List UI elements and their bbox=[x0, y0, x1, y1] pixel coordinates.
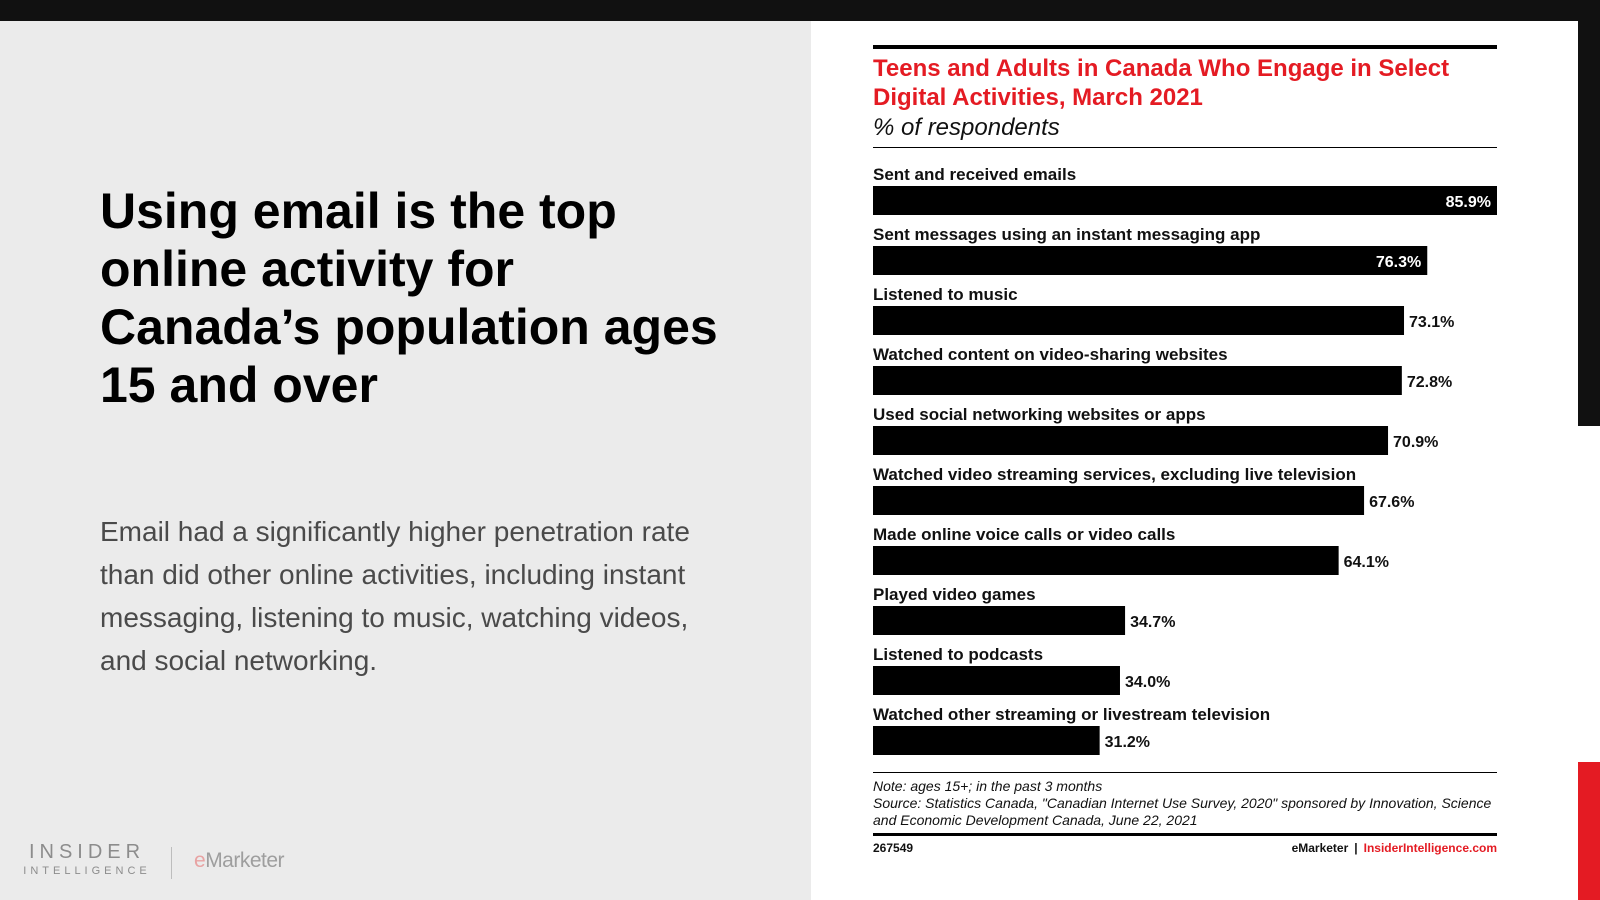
slide-body-text: Email had a significantly higher penetration rate than did other online activities, including instant messaging, listening to music, watching videos, and social networking. bbox=[100, 516, 690, 676]
insider-logo-line2: INTELLIGENCE bbox=[23, 865, 151, 877]
chart-id: 267549 bbox=[873, 841, 914, 855]
category-label: Played video games bbox=[873, 585, 1036, 604]
credit-url: InsiderIntelligence.com bbox=[1363, 841, 1497, 855]
category-label: Listened to podcasts bbox=[873, 645, 1044, 664]
category-label: Listened to music bbox=[873, 285, 1018, 304]
category-label: Watched other streaming or livestream television bbox=[873, 705, 1271, 724]
credit-brand: eMarketer bbox=[1291, 841, 1349, 855]
value-label: 31.2% bbox=[1104, 734, 1151, 751]
category-label: Used social networking websites or apps bbox=[873, 405, 1206, 424]
bar bbox=[873, 246, 1427, 275]
chart-source-text: Source: Statistics Canada, "Canadian Internet Use Survey, 2020" sponsored by Innovation, Science and Economic Development Canada, June 22, 2021 bbox=[873, 795, 1492, 828]
chart-note bbox=[873, 778, 1497, 829]
chart-credit bbox=[1292, 841, 1497, 855]
emarketer-logo-e: e bbox=[194, 849, 206, 872]
value-label: 34.0% bbox=[1124, 674, 1171, 691]
bar bbox=[873, 366, 1402, 395]
emarketer-logo-text: Marketer bbox=[205, 849, 285, 872]
bar bbox=[873, 426, 1388, 455]
value-label: 85.9% bbox=[1445, 194, 1491, 211]
chart-note-text: Note: ages 15+; in the past 3 months bbox=[873, 778, 1103, 794]
bar bbox=[873, 486, 1364, 515]
slide-headline: Using email is the top online activity for Canada’s population ages 15 and over bbox=[100, 183, 718, 413]
value-label: 72.8% bbox=[1406, 374, 1453, 391]
value-label: 34.7% bbox=[1130, 614, 1176, 631]
bar bbox=[873, 306, 1404, 335]
value-label: 73.1% bbox=[1409, 314, 1455, 331]
chart-title: Teens and Adults in Canada Who Engage in Select Digital Activities, March 2021 bbox=[873, 55, 1450, 111]
bar bbox=[873, 606, 1125, 635]
chart-subtitle: % of respondents bbox=[873, 114, 1060, 141]
bar bbox=[873, 726, 1100, 755]
bar bbox=[873, 186, 1497, 215]
category-label: Sent and received emails bbox=[873, 165, 1077, 184]
value-label: 76.3% bbox=[1375, 254, 1422, 271]
category-label: Sent messages using an instant messaging app bbox=[873, 225, 1261, 244]
category-label: Made online voice calls or video calls bbox=[873, 525, 1176, 544]
bar bbox=[873, 666, 1120, 695]
category-label: Watched video streaming services, excluding live television bbox=[873, 465, 1357, 484]
chart-bottom-rule bbox=[873, 772, 1497, 773]
chart-footer-rule bbox=[873, 833, 1497, 836]
bar bbox=[873, 546, 1339, 575]
value-label: 64.1% bbox=[1343, 554, 1390, 571]
credit-separator: | bbox=[1354, 841, 1358, 855]
value-label: 67.6% bbox=[1369, 494, 1415, 511]
category-label: Watched content on video-sharing websites bbox=[873, 345, 1228, 364]
value-label: 70.9% bbox=[1393, 434, 1439, 451]
insider-logo-line1: INSIDER bbox=[28, 841, 146, 863]
